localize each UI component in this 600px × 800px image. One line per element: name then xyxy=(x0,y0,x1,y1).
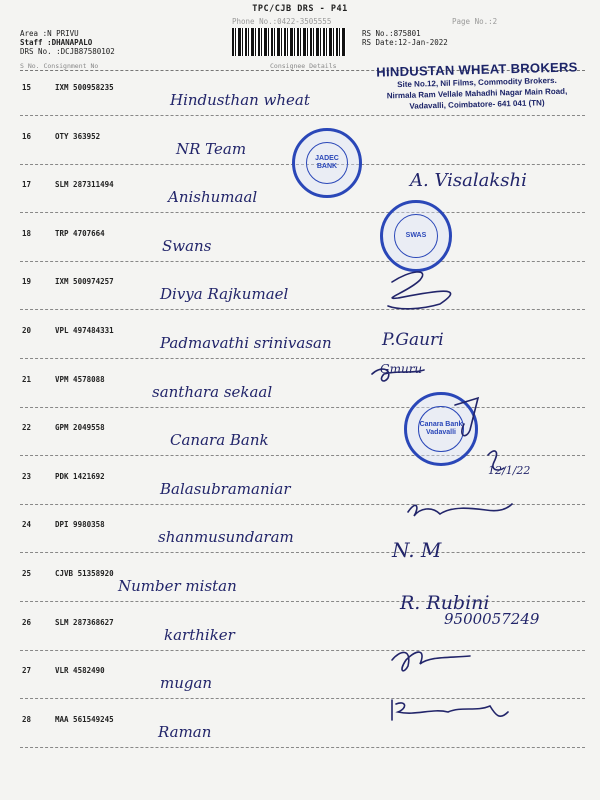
consignment-number: VPM 4578088 xyxy=(55,374,105,384)
consignee-name: karthiker xyxy=(164,625,235,644)
column-header-consignment: S No. Consignment No xyxy=(20,62,99,70)
consignment-number: SLM 287368627 xyxy=(55,617,114,627)
consignment-number: IXM 500958235 xyxy=(55,83,114,92)
stamp-text: Canara Bank Vadavalli xyxy=(419,420,463,436)
consignment-number: GPM 2049558 xyxy=(55,423,105,433)
consignment-number: SLM 287311494 xyxy=(55,180,114,190)
consignee-name: Canara Bank xyxy=(170,431,269,450)
consignee-name: mugan xyxy=(160,674,213,693)
serial-number: 21 xyxy=(22,374,32,384)
serial-number: 28 xyxy=(22,714,32,724)
consignment-number: OTY 363952 xyxy=(55,131,101,141)
consignee-name: Hindusthan wheat xyxy=(170,91,310,109)
staff-field: Staff :DHANAPALO xyxy=(20,38,93,47)
signature-26: R. Rubini xyxy=(400,592,490,614)
rs-number: RS No.:875801 xyxy=(362,29,421,38)
consignee-name: Raman xyxy=(158,722,212,741)
company-name: HINDUSTAN WHEAT BROKERS xyxy=(376,59,578,80)
stamp-text: JADEC BANK xyxy=(315,154,339,170)
signature-25: N. M xyxy=(392,538,442,562)
consignee-name: Swans xyxy=(162,236,212,255)
consignment-number: VPL 497484331 xyxy=(55,326,114,335)
consignment-number: PDK 1421692 xyxy=(55,471,105,481)
consignment-number: CJVB 51358920 xyxy=(55,569,114,578)
serial-number: 16 xyxy=(22,131,32,141)
rs-date: RS Date:12-Jan-2022 xyxy=(362,38,448,47)
signature-27 xyxy=(392,652,470,671)
page-number: Page No.:2 xyxy=(452,17,498,26)
signature-19 xyxy=(388,272,451,309)
consignment-number: IXM 500974257 xyxy=(55,277,114,287)
consignee-name: Padmavathi srinivasan xyxy=(160,334,332,352)
stamp-text: SWAS xyxy=(405,231,427,239)
serial-number: 19 xyxy=(22,277,32,287)
serial-number: 25 xyxy=(22,569,32,578)
serial-number: 23 xyxy=(22,471,32,481)
signature-28 xyxy=(392,700,508,720)
consignee-name: Balasubramaniar xyxy=(160,479,291,498)
area-field: Area :N PRIVU xyxy=(20,29,79,38)
serial-number: 18 xyxy=(22,228,32,238)
consignment-number: MAA 561549245 xyxy=(55,714,114,724)
consignment-number: DPI 9980358 xyxy=(55,520,105,530)
serial-number: 20 xyxy=(22,326,32,335)
company-address-line: Site No.12, Nil Films, Commodity Brokers. xyxy=(397,75,557,90)
consignee-name: Anishumaal xyxy=(168,188,258,207)
consignee-name: santhara sekaal xyxy=(152,382,273,401)
serial-number: 15 xyxy=(22,83,32,92)
consignment-number: VLR 4582490 xyxy=(55,666,105,676)
signature-17: A. Visalakshi xyxy=(410,170,527,191)
consignment-number: TRP 4707664 xyxy=(55,228,105,238)
drs-number: DRS No. :DCJB87580102 xyxy=(20,47,115,56)
signature-23-date: 12/1/22 xyxy=(488,464,531,477)
signature-22 xyxy=(455,398,478,436)
serial-number: 17 xyxy=(22,180,32,190)
serial-number: 24 xyxy=(22,520,32,530)
serial-number: 27 xyxy=(22,666,32,676)
consignee-name: Divya Rajkumael xyxy=(160,285,289,304)
company-address-line: Nirmala Ram Vellale Mahadhi Nagar Main Road, xyxy=(386,86,568,101)
consignee-name: NR Team xyxy=(176,139,247,158)
signature-26-phone: 9500057249 xyxy=(444,610,540,628)
phone-number: Phone No.:0422-3505555 xyxy=(232,17,332,26)
consignee-name: shanmusundaram xyxy=(158,528,294,547)
company-address-line: Vadavalli, Coimbatore- 641 041 (TN) xyxy=(409,98,545,111)
signature-21-text: Gmuru xyxy=(380,362,423,376)
column-header-details: Consignee Details xyxy=(270,62,337,70)
serial-number: 26 xyxy=(22,617,32,627)
consignee-name: Number mistan xyxy=(118,577,237,595)
serial-number: 22 xyxy=(22,423,32,433)
signature-24 xyxy=(408,504,512,516)
document-title: TPC/CJB DRS - P41 xyxy=(252,4,348,14)
signature-20: P.Gauri xyxy=(382,330,444,350)
